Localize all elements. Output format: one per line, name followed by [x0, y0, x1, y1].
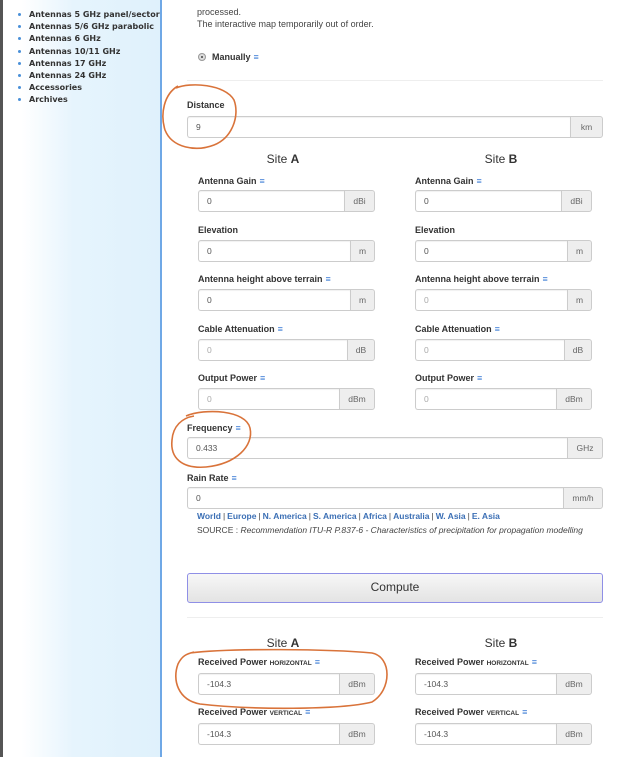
region-link-africa[interactable]: Africa — [362, 511, 387, 521]
bullet-icon — [18, 50, 21, 53]
site-a-rx-vertical-label: Received Power VERTICAL ≡ — [198, 707, 311, 717]
site-a-elevation-group — [198, 240, 375, 262]
bullet-icon — [18, 25, 21, 28]
sidebar-item-antennas-6ghz[interactable] — [16, 35, 160, 43]
distance-unit: km — [570, 116, 603, 138]
sidebar-item-label: Accessories — [29, 83, 82, 93]
info-icon[interactable]: ≡ — [260, 373, 266, 383]
bullet-icon — [18, 74, 21, 77]
rain-rate-input-group — [187, 487, 603, 509]
frequency-label: Frequency ≡ — [187, 423, 241, 433]
region-link-world[interactable]: World — [197, 511, 221, 521]
sidebar-item-archives[interactable] — [16, 96, 160, 104]
site-b-rx-horizontal-unit: dBm — [556, 673, 592, 695]
site-a-output-power-input[interactable]: 0 — [198, 388, 339, 410]
bullet-icon — [18, 86, 21, 89]
site-b-output-power-input[interactable]: 0 — [415, 388, 556, 410]
site-b-cable-attenuation-group — [415, 339, 592, 361]
results-site-b-heading: Site B — [484, 636, 518, 650]
info-icon[interactable]: ≡ — [494, 324, 500, 334]
distance-input[interactable]: 9 — [187, 116, 570, 138]
notice-text — [197, 6, 374, 30]
site-a-antenna-gain-label: Antenna Gain ≡ — [198, 176, 265, 186]
notice-line-2: The interactive map temporarily out of order. — [197, 19, 374, 29]
site-b-output-power-label: Output Power ≡ — [415, 373, 483, 383]
info-icon[interactable]: ≡ — [253, 52, 259, 62]
info-icon[interactable]: ≡ — [476, 176, 482, 186]
sidebar-item-label: Antennas 17 GHz — [29, 58, 107, 68]
site-b-antenna-gain-input[interactable]: 0 — [415, 190, 561, 212]
bullet-icon — [18, 62, 21, 65]
site-a-heading: Site A — [266, 152, 300, 166]
info-icon[interactable]: ≡ — [325, 274, 331, 284]
site-a-rx-vertical-group — [198, 723, 375, 745]
site-a-output-power-label: Output Power ≡ — [198, 373, 266, 383]
site-b-output-power-unit: dBm — [556, 388, 592, 410]
rain-source-note: SOURCE : Recommendation ITU-R P.837-6 - Characteristics of precipitation for propagation modelling — [197, 525, 583, 535]
region-link-s-america[interactable]: S. America — [312, 511, 357, 521]
site-a-cable-attenuation-group — [198, 339, 375, 361]
sidebar-item-antennas-56ghz-parabolic[interactable] — [16, 23, 160, 31]
bullet-icon — [18, 98, 21, 101]
site-b-rx-horizontal-output: -104.3 — [415, 673, 556, 695]
info-icon[interactable]: ≡ — [531, 657, 537, 667]
sidebar-menu — [3, 0, 160, 104]
distance-input-group — [187, 116, 603, 138]
main-content — [164, 0, 624, 757]
site-b-rx-vertical-label: Received Power VERTICAL ≡ — [415, 707, 528, 717]
site-b-cable-attenuation-unit: dB — [564, 339, 592, 361]
site-b-elevation-group — [415, 240, 592, 262]
site-a-antenna-gain-unit: dBi — [344, 190, 375, 212]
site-b-rx-horizontal-label: Received Power HORIZONTAL ≡ — [415, 657, 537, 667]
results-site-a-heading: Site A — [266, 636, 300, 650]
sidebar-item-label: Antennas 6 GHz — [29, 34, 101, 44]
site-b-antenna-gain-unit: dBi — [561, 190, 592, 212]
sidebar-item-label: Antennas 5 GHz panel/sector — [29, 10, 160, 19]
site-a-cable-attenuation-unit: dB — [347, 339, 375, 361]
sidebar-item-antennas-1011ghz[interactable] — [16, 48, 160, 56]
sidebar-item-label: Antennas 10/11 GHz — [29, 46, 121, 56]
site-a-elevation-input[interactable]: 0 — [198, 240, 350, 262]
site-b-elevation-input[interactable]: 0 — [415, 240, 567, 262]
site-a-rx-horizontal-label: Received Power HORIZONTAL ≡ — [198, 657, 320, 667]
info-icon[interactable]: ≡ — [477, 373, 483, 383]
rain-rate-label: Rain Rate ≡ — [187, 473, 237, 483]
site-a-antenna-height-group — [198, 289, 375, 311]
info-icon[interactable]: ≡ — [314, 657, 320, 667]
site-a-rx-horizontal-group — [198, 673, 375, 695]
site-b-heading: Site B — [484, 152, 518, 166]
site-b-output-power-group — [415, 388, 592, 410]
rain-region-links: World | Europe | N. America | S. America | Africa | Australia | W. Asia | E. Asia — [197, 511, 500, 521]
site-b-rx-horizontal-group — [415, 673, 592, 695]
sidebar-item-antennas-17ghz[interactable] — [16, 60, 160, 68]
region-link-e-asia[interactable]: E. Asia — [471, 511, 500, 521]
frequency-input[interactable]: 0.433 — [187, 437, 567, 459]
site-b-rx-vertical-group — [415, 723, 592, 745]
site-a-rx-horizontal-unit: dBm — [339, 673, 375, 695]
site-b-cable-attenuation-input[interactable]: 0 — [415, 339, 564, 361]
info-icon[interactable]: ≡ — [305, 707, 311, 717]
sidebar-item-antennas-5ghz-panel[interactable] — [16, 11, 160, 19]
site-a-cable-attenuation-input[interactable]: 0 — [198, 339, 347, 361]
site-b-antenna-height-input[interactable]: 0 — [415, 289, 567, 311]
distance-label: Distance — [187, 100, 225, 110]
region-link-europe[interactable]: Europe — [227, 511, 257, 521]
info-icon[interactable]: ≡ — [259, 176, 265, 186]
frequency-unit: GHz — [567, 437, 603, 459]
region-link-australia[interactable]: Australia — [393, 511, 430, 521]
compute-button[interactable]: Compute — [187, 573, 603, 603]
site-a-rx-horizontal-output: -104.3 — [198, 673, 339, 695]
manually-label: Manually — [212, 52, 251, 62]
site-a-antenna-height-label: Antenna height above terrain ≡ — [198, 274, 331, 284]
site-b-antenna-gain-group — [415, 190, 592, 212]
site-a-output-power-group — [198, 388, 375, 410]
site-a-rx-vertical-unit: dBm — [339, 723, 375, 745]
notice-line-1: processed. — [197, 7, 242, 17]
site-a-output-power-unit: dBm — [339, 388, 375, 410]
site-b-elevation-label: Elevation — [415, 225, 456, 235]
site-b-antenna-height-group — [415, 289, 592, 311]
site-a-antenna-height-unit: m — [350, 289, 375, 311]
divider — [187, 617, 603, 618]
site-a-rx-vertical-output: -104.3 — [198, 723, 339, 745]
info-icon[interactable]: ≡ — [235, 423, 241, 433]
region-link-w-asia[interactable]: W. Asia — [435, 511, 466, 521]
frequency-input-group — [187, 437, 603, 459]
site-b-cable-attenuation-label: Cable Attenuation ≡ — [415, 324, 500, 334]
site-a-cable-attenuation-label: Cable Attenuation ≡ — [198, 324, 283, 334]
bullet-icon — [18, 37, 21, 40]
site-b-antenna-height-label: Antenna height above terrain ≡ — [415, 274, 548, 284]
sidebar-item-accessories[interactable] — [16, 84, 160, 92]
site-b-antenna-height-unit: m — [567, 289, 592, 311]
mode-manually-option[interactable] — [198, 52, 259, 62]
info-icon[interactable]: ≡ — [277, 324, 283, 334]
site-b-antenna-gain-label: Antenna Gain ≡ — [415, 176, 482, 186]
site-a-elevation-label: Elevation — [198, 225, 239, 235]
rain-rate-input[interactable]: 0 — [187, 487, 563, 509]
info-icon[interactable]: ≡ — [522, 707, 528, 717]
sidebar-item-label: Antennas 24 GHz — [29, 70, 107, 80]
divider — [187, 80, 603, 81]
rain-rate-unit: mm/h — [563, 487, 603, 509]
site-b-rx-vertical-output: -104.3 — [415, 723, 556, 745]
bullet-icon — [18, 13, 21, 16]
region-link-n-america[interactable]: N. America — [262, 511, 307, 521]
sidebar-item-label: Antennas 5/6 GHz parabolic — [29, 22, 154, 32]
info-icon[interactable]: ≡ — [542, 274, 548, 284]
sidebar-item-antennas-24ghz[interactable] — [16, 72, 160, 80]
site-a-antenna-gain-group — [198, 190, 375, 212]
site-a-elevation-unit: m — [350, 240, 375, 262]
site-a-antenna-height-input[interactable]: 0 — [198, 289, 350, 311]
info-icon[interactable]: ≡ — [231, 473, 237, 483]
manually-radio[interactable] — [198, 53, 206, 61]
site-a-antenna-gain-input[interactable]: 0 — [198, 190, 344, 212]
site-b-rx-vertical-unit: dBm — [556, 723, 592, 745]
sidebar-item-label: Archives — [29, 95, 68, 105]
sidebar — [0, 0, 162, 757]
site-b-elevation-unit: m — [567, 240, 592, 262]
